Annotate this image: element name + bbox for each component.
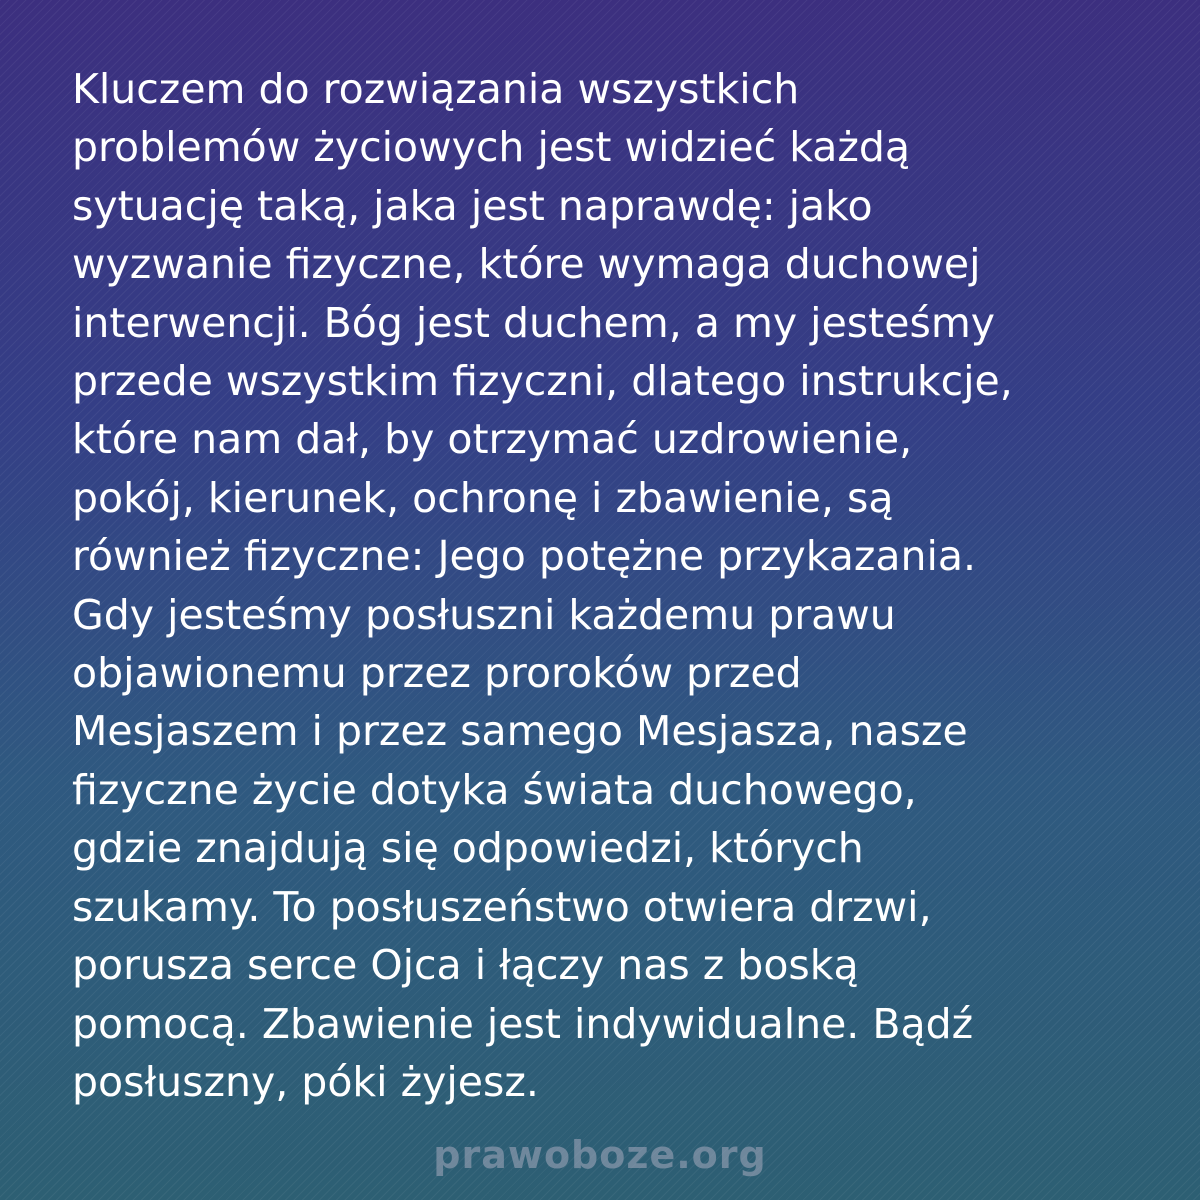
quote-line: objawionemu przez proroków przed [72, 649, 802, 698]
quote-line: które nam dał, by otrzymać uzdrowienie, [72, 415, 913, 464]
quote-line: posłuszny, póki żyjesz. [72, 1057, 539, 1106]
site-watermark: prawoboze.org [433, 1133, 767, 1177]
quote-line: wyzwanie fizyczne, które wymaga duchowej [72, 240, 981, 289]
quote-line: Kluczem do rozwiązania wszystkich [72, 65, 800, 113]
quote-line: problemów życiowych jest widzieć każdą [72, 123, 911, 172]
quote-line: szukamy. To posłuszeństwo otwiera drzwi, [72, 882, 932, 931]
quote-text-block [72, 60, 1152, 1111]
quote-line: pokój, kierunek, ochronę i zbawienie, są [72, 473, 894, 522]
quote-line: porusza serce Ojca i łączy nas z boską [72, 941, 859, 990]
quote-line: również fizyczne: Jego potężne przykazania. [72, 532, 977, 581]
quote-line: sytuację taką, jaka jest naprawdę: jako [72, 181, 873, 230]
quote-line: przede wszystkim fizyczni, dlatego instrukcje, [72, 357, 1013, 406]
quote-line: fizyczne życie dotyka świata duchowego, [72, 765, 917, 814]
quote-line: Gdy jesteśmy posłuszni każdemu prawu [72, 590, 896, 639]
quote-line: pomocą. Zbawienie jest indywidualne. Bądź [72, 999, 974, 1048]
quote-line: interwencji. Bóg jest duchem, a my jesteśmy [72, 298, 996, 347]
quote-line: gdzie znajdują się odpowiedzi, których [72, 824, 864, 873]
quote-line: Mesjaszem i przez samego Mesjasza, nasze [72, 707, 968, 756]
